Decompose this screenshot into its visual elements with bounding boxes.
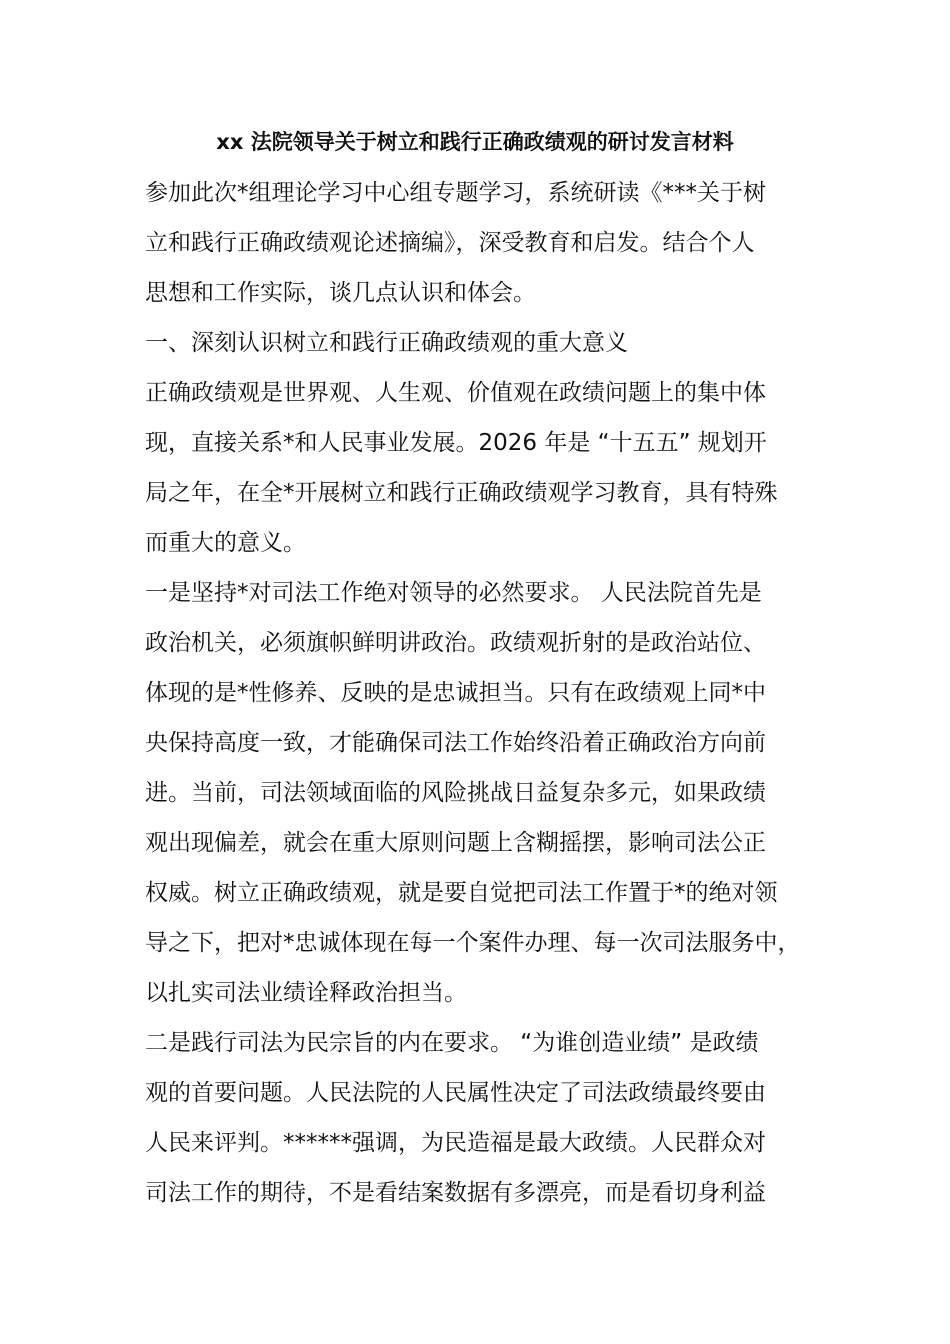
text-line: 正确政绩观是世界观、人生观、价值观在政绩问题上的集中体 [145, 380, 766, 406]
text-line: 以扎实司法业绩诠释政治担当。 [145, 980, 467, 1006]
text-line: 司法工作的期待，不是看结案数据有多漂亮，而是看切身利益 [145, 1180, 766, 1206]
paragraph-point-one [145, 568, 809, 1018]
paragraph-point-two [145, 1018, 809, 1218]
section-heading-1 [145, 318, 809, 368]
text-line: 人民来评判。******强调，为民造福是最大政绩。人民群众对 [145, 1130, 766, 1156]
text-line: 进。当前，司法领域面临的风险挑战日益复杂多元，如果政绩 [145, 780, 766, 806]
document-body [145, 168, 809, 1218]
text-line: 局之年，在全*开展树立和践行正确政绩观学习教育，具有特殊 [145, 480, 778, 506]
text-line: 而重大的意义。 [145, 530, 306, 556]
text-line: 现，直接关系*和人民事业发展。2026 年是 “十五五” 规划开 [145, 430, 767, 456]
paragraph-significance [145, 368, 809, 568]
text-line: 一是坚持*对司法工作绝对领导的必然要求。 人民法院首先是 [145, 580, 762, 606]
paragraph-intro [145, 168, 809, 318]
text-line: 立和践行正确政绩观论述摘编》，深受教育和启发。结合个人 [145, 230, 755, 256]
text-line: 权威。树立正确政绩观，就是要自觉把司法工作置于*的绝对领 [145, 880, 778, 906]
document-title: xx 法院领导关于树立和践行正确政绩观的研讨发言材料 [216, 130, 734, 154]
text-line: 政治机关，必须旗帜鲜明讲政治。政绩观折射的是政治站位、 [145, 630, 766, 656]
text-line: 二是践行司法为民宗旨的内在要求。 “为谁创造业绩” 是政绩 [145, 1030, 759, 1056]
text-line: 一、深刻认识树立和践行正确政绩观的重大意义 [145, 330, 628, 356]
text-line: 导之下，把对*忠诚体现在每一个案件办理、每一次司法服务中， [145, 930, 801, 956]
text-line: 思想和工作实际，谈几点认识和体会。 [145, 280, 536, 306]
text-line: 观的首要问题。人民法院的人民属性决定了司法政绩最终要由 [145, 1080, 766, 1106]
text-line: 观出现偏差，就会在重大原则问题上含糊摇摆，影响司法公正 [145, 830, 766, 856]
text-line: 体现的是*性修养、反映的是忠诚担当。只有在政绩观上同*中 [145, 680, 766, 706]
text-line: 参加此次*组理论学习中心组专题学习，系统研读《***关于树 [145, 180, 766, 206]
text-line: 央保持高度一致，才能确保司法工作始终沿着正确政治方向前 [145, 730, 766, 756]
